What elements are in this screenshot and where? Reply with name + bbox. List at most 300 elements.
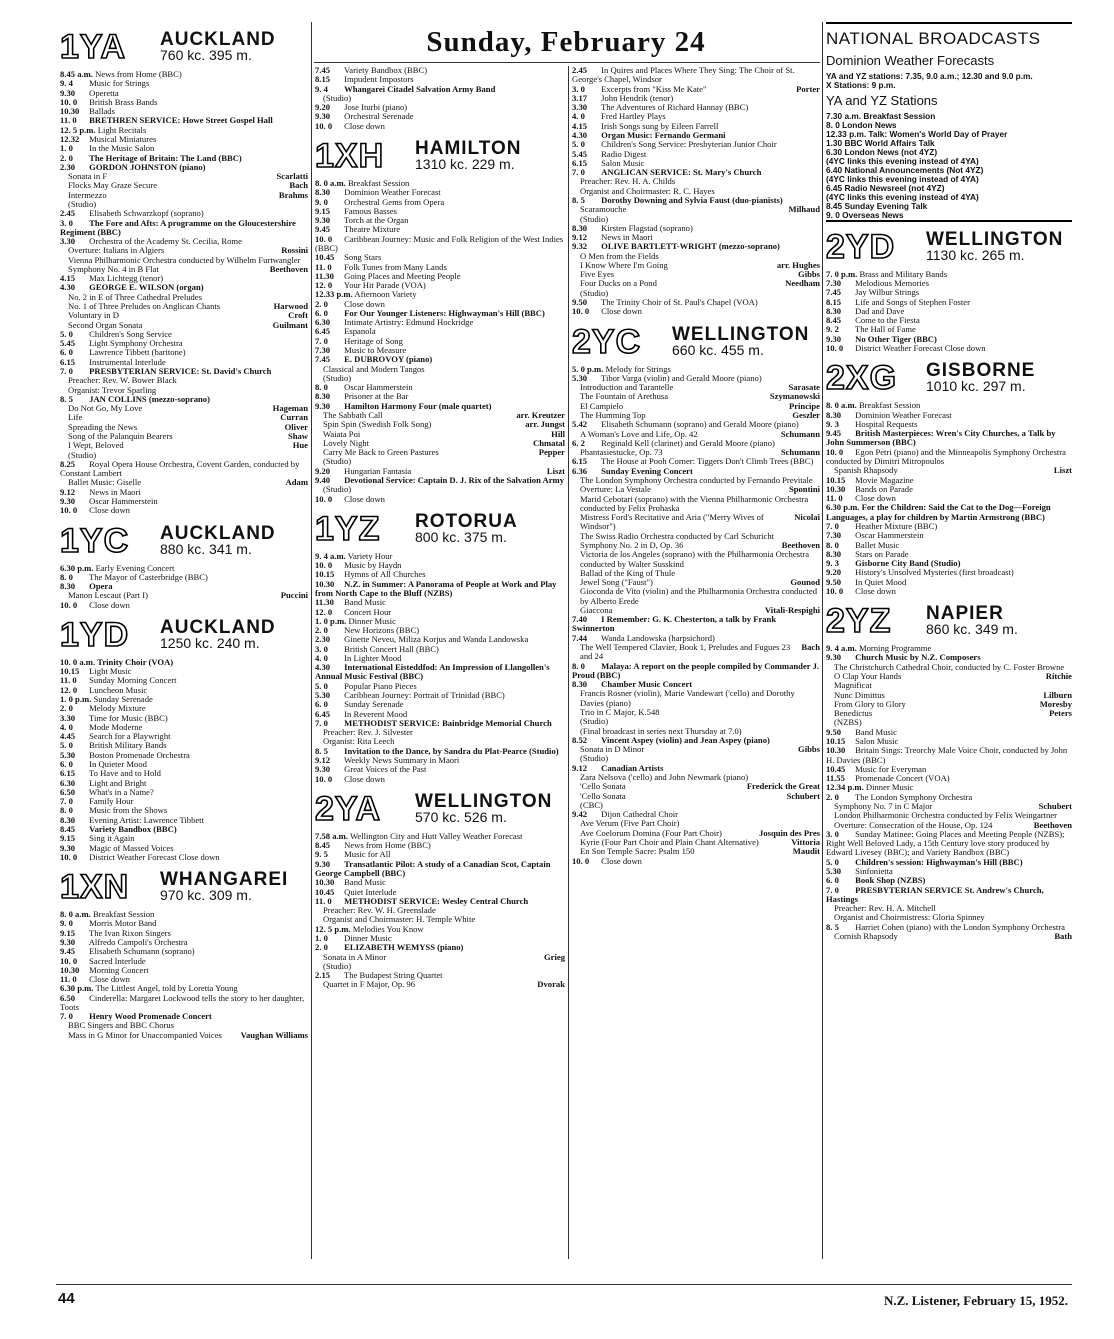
programme-title: News from Home (BBC) <box>344 840 431 851</box>
programme-title: Promenade Concert (VOA) <box>855 773 950 784</box>
programme-detail: No. 2 in E of Three Cathedral Preludes <box>68 291 202 302</box>
programme-title: Intimate Artistry: Edmund Hockridge <box>344 317 474 328</box>
programme-title: Breakfast Session <box>858 400 921 411</box>
column-4 <box>826 22 1072 941</box>
programme-time: 1. 0 <box>60 143 73 154</box>
programme-title: The Fore and Afts: A programme on the Gloucestershire Regiment (BBC) <box>60 217 296 237</box>
programme-time: 8. 5 <box>315 745 328 756</box>
programme-time: 9. 3 <box>826 418 839 429</box>
programme-title: Breakfast Session <box>92 909 155 920</box>
station-callsign: 2YD <box>826 227 896 266</box>
programme-time: 6. 2 <box>572 437 585 448</box>
programme-time: 9. 0 <box>315 196 328 207</box>
programme-title: Magic of Massed Voices <box>89 842 174 853</box>
programme-entry <box>826 448 1072 467</box>
yayz-line: 6.40 National Announcements (Not 4YZ) <box>826 165 984 176</box>
programme-detail: Preacher: Rev. J. Silvester <box>323 727 413 738</box>
programme-time: 7. 0 <box>60 366 73 376</box>
station-callsign: 2YC <box>572 322 642 361</box>
programme-detail: (Studio) <box>580 716 609 727</box>
programme-time: 3. 0 <box>60 217 73 228</box>
programme-title: Band Music <box>344 597 386 608</box>
programme-detail: Zara Nelsova ('cello) and John Newmark (piano) <box>580 771 749 782</box>
programme-entry <box>315 663 565 682</box>
programme-time: 5.30 <box>315 690 331 701</box>
station-header <box>60 616 308 654</box>
programme-title: Max Lichtegg (tenor) <box>89 273 164 284</box>
programme-time: 9.30 <box>60 842 76 853</box>
title-rule <box>314 62 820 63</box>
programme-time: 3.30 <box>60 236 76 247</box>
programme-detail: (Studio) <box>580 213 609 224</box>
programme-time: 8.30 <box>315 391 331 402</box>
programme-detail: (Studio) <box>580 287 609 298</box>
programme-title: The Littlest Angel, told by Loretta Young <box>95 983 238 994</box>
programme-time: 10.45 <box>315 886 335 897</box>
programme-time: 2.45 <box>60 208 76 219</box>
programme-subline <box>572 513 820 532</box>
programme-time: 4.15 <box>60 273 76 284</box>
programme-subline <box>315 448 565 457</box>
station-name: AUCKLAND <box>160 616 276 638</box>
programme-detail: Nunc Dimittus <box>834 689 885 700</box>
station-name: WELLINGTON <box>672 323 810 345</box>
programme-time: 6.30 p.m. <box>60 983 94 994</box>
programme-time: 8. 0 <box>572 660 585 671</box>
programme-entry <box>315 860 565 879</box>
programme-title: Close down <box>89 599 130 610</box>
programme-time: 7. 0 <box>315 335 328 346</box>
programme-detail: Cornish Rhapsody <box>834 930 898 941</box>
programme-time: 9.12 <box>572 232 588 243</box>
station-header <box>60 28 308 66</box>
programme-time: 6.45 <box>315 326 331 337</box>
programme-time: 8. 0 <box>315 382 328 393</box>
programme-detail: (Studio) <box>68 449 97 460</box>
programme-detail: (Studio) <box>323 92 352 103</box>
programme-title: Great Voices of the Past <box>344 764 427 775</box>
programme-time: 7.30 <box>826 530 842 541</box>
programme-time: 8.30 <box>826 548 842 559</box>
programme-time: 8.45 <box>60 823 76 834</box>
programme-time: 7. 0 <box>572 167 585 178</box>
programme-time: 4.30 <box>572 129 588 140</box>
composer: Beethoven <box>269 263 308 274</box>
programme-title: In Quieter Mood <box>89 759 147 769</box>
programme-title: Famous Basses <box>344 205 397 216</box>
programme-detail: Flocks May Graze Secure <box>68 180 158 191</box>
composer: Nicolai <box>794 512 820 523</box>
programme-title: E. DUBROVOY (piano) <box>344 354 433 365</box>
programme-detail: Symphony No. 2 in D, Op. 36 <box>580 539 684 550</box>
programme-subline <box>572 495 820 514</box>
programme-time: 7.40 <box>572 614 588 625</box>
programme-detail: The Swiss Radio Orchestra conducted by Carl Schuricht <box>580 530 775 541</box>
programme-subline <box>572 745 820 754</box>
programme-time: 8.45 <box>315 840 331 851</box>
programme-time: 4. 0 <box>572 111 585 122</box>
programme-time: 10. 0 <box>572 855 590 866</box>
programme-time: 8.30 <box>572 679 588 690</box>
programme-title: Family Hour <box>89 796 134 807</box>
programme-title: Wellington City and Hutt Valley Weather Forecast <box>349 830 523 841</box>
programme-time: 8. 0 a.m. <box>315 177 346 188</box>
programme-detail: Ballet Music: Giselle <box>68 477 142 488</box>
programme-detail: El Campielo <box>580 400 624 411</box>
programme-detail: (NZBS) <box>834 717 862 728</box>
programme-title: Music from the Shows <box>89 805 168 816</box>
programme-time: 9.30 <box>315 215 331 226</box>
programme-time: 7.58 a.m. <box>315 830 348 841</box>
programme-time: 6.15 <box>572 157 588 168</box>
programme-title: The Mayor of Casterbridge (BBC) <box>89 571 208 582</box>
programme-detail: Preacher: Rev. H. A. Mitchell <box>834 903 936 914</box>
programme-title: To Have and to Hold <box>89 768 161 779</box>
programme-time: 8.30 <box>60 814 76 825</box>
programme-time: 4.30 <box>315 662 331 673</box>
programme-entry <box>826 344 1072 353</box>
programme-detail: (Studio) <box>323 484 352 495</box>
programme-detail: Trio in C Major, K.548 <box>580 707 660 717</box>
programme-title: Sunday Serenade <box>344 699 404 710</box>
programme-time: 10.30 <box>60 964 80 975</box>
programme-title: Kirsten Flagstad (soprano) <box>601 222 693 233</box>
programme-time: 9.12 <box>315 755 331 765</box>
programme-time: 9. 0 <box>60 918 73 929</box>
programme-title: Close down <box>344 298 385 309</box>
programme-detail: Life <box>68 412 83 423</box>
programme-time: 6. 0 <box>60 759 73 769</box>
composer: Schumann <box>780 428 820 439</box>
programme-detail: Kyrie (Four Part Choir and Plain Chant Alternative) <box>580 836 759 847</box>
programme-entry <box>60 460 308 479</box>
programme-time: 5.30 <box>60 749 76 760</box>
programme-title: Britain Sings: Treorchy Male Voice Choir, conducted by John H. Davies (BBC) <box>826 745 1068 765</box>
programme-detail: Spanish Rhapsody <box>834 465 898 476</box>
programme-title: Irish Songs sung by Eileen Farrell <box>601 120 719 131</box>
programme-time: 9. 4 a.m. <box>315 550 346 561</box>
programme-time: 9.30 <box>60 87 76 98</box>
weather-line: YA and YZ stations: 7.35, 9.0 a.m.; 12.30 and 9.0 p.m. <box>826 71 1033 82</box>
programme-title: Royal Opera House Orchestra, Covent Garden, conducted by Constant Lambert <box>60 458 300 479</box>
programme-time: 3. 0 <box>315 643 328 654</box>
composer: Curran <box>280 412 308 423</box>
programme-time: 5. 0 <box>315 680 328 691</box>
programme-title: Prisoner at the Bar <box>344 391 409 402</box>
programme-time: 5. 0 <box>826 856 839 867</box>
programme-time: 9.30 <box>315 764 331 775</box>
programme-title: Melodious Memories <box>855 278 929 289</box>
programme-time: 8. 5 <box>572 194 585 205</box>
programme-title: Reginald Kell (clarinet) and Gerald Moore (piano) <box>601 437 775 448</box>
programme-time: 6.15 <box>60 356 76 367</box>
composer: Bach <box>289 180 308 191</box>
programme-time: 4. 0 <box>315 652 328 663</box>
programme-title: Popular Piano Pieces <box>344 680 417 691</box>
composer: Shaw <box>287 430 308 441</box>
station-header <box>315 137 565 175</box>
programme-title: Light Music <box>89 666 132 677</box>
programme-time: 9.40 <box>315 474 331 485</box>
programme-time: 7.30 <box>826 278 842 289</box>
station-callsign: 1XH <box>315 136 385 175</box>
station-frequency: 970 kc. 309 m. <box>160 887 252 904</box>
programme-entry <box>60 506 308 515</box>
programme-time: 9. 3 <box>826 558 839 569</box>
composer: Vittoria <box>791 836 820 847</box>
programme-title: Salon Music <box>601 157 645 168</box>
programme-title: Church Music by N.Z. Composers <box>855 652 981 663</box>
programme-title: Egon Petri (piano) and the Minneapolis Symphony Orchestra conducted by Dimitri Mitropoulos <box>826 446 1066 466</box>
programme-title: Breakfast Session <box>347 177 410 188</box>
programme-title: Opera <box>89 581 113 592</box>
programme-detail: Lovely Night <box>323 437 370 448</box>
weather-heading: Dominion Weather Forecasts <box>826 53 995 69</box>
programme-title: Alfredo Campoli's Orchestra <box>88 936 188 947</box>
programme-time: 12.33 p.m. <box>315 289 353 300</box>
programme-title: I Remember: G. K. Chesterton, a talk by Frank Swinnerton <box>572 614 777 634</box>
programme-title: British Military Bands <box>89 740 167 751</box>
programme-title: Invitation to the Dance, by Sandra du Plat-Pearce (Studio) <box>344 745 559 756</box>
composer: Lilburn <box>1043 689 1072 700</box>
programme-detail: Classical and Modern Tangos <box>323 363 425 374</box>
programme-title: Tibor Varga (violin) and Gerald Moore (piano) <box>601 372 762 383</box>
programme-title: Sinfonietta <box>855 865 893 876</box>
station-header <box>826 228 1072 266</box>
programme-time: 9.20 <box>315 102 331 113</box>
programme-title: The London Symphony Orchestra <box>855 791 973 802</box>
programme-time: 9.45 <box>315 224 331 235</box>
composer: Milhaud <box>788 204 820 215</box>
programme-time: 8.15 <box>315 74 331 85</box>
programme-entry <box>826 587 1072 596</box>
programme-time: 11. 0 <box>826 493 843 504</box>
programme-title: Variety Hour <box>347 550 393 561</box>
programme-entry <box>826 503 1072 522</box>
programme-title: Search for a Playwright <box>89 731 171 742</box>
programme-time: 9.45 <box>826 428 842 439</box>
station-name: AUCKLAND <box>160 522 276 544</box>
programme-title: Melodies You Know <box>352 923 424 934</box>
programme-title: Folk Tunes from Many Lands <box>344 261 447 272</box>
programme-time: 4.30 <box>60 282 76 293</box>
programme-title: Dominion Weather Forecast <box>344 187 441 198</box>
programme-title: Instrumental Interlude <box>89 356 166 367</box>
programme-title: GEORGE E. WILSON (organ) <box>89 282 204 293</box>
programme-time: 6.15 <box>60 768 76 779</box>
programme-detail: Preacher: Rev. H. A. Childs <box>580 176 676 187</box>
programme-time: 9.30 <box>826 333 842 344</box>
programme-time: 9.12 <box>572 762 588 773</box>
programme-detail: Spreading the News <box>68 421 138 432</box>
programme-time: 6.36 <box>572 465 588 476</box>
programme-title: Transatlantic Pilot: A study of a Canadian Scot, Captain George Campbell (BBC) <box>315 858 551 878</box>
programme-title: Organ Music: Fernando Germani <box>601 129 726 140</box>
page-title: Sunday, February 24 <box>426 26 706 58</box>
yayz-line: (4YC links this evening instead of 4YA) <box>826 156 979 167</box>
programme-subline <box>572 550 820 569</box>
publication-footer: N.Z. Listener, February 15, 1952. <box>883 1293 1068 1308</box>
programme-title: Malaya: A report on the people compiled by Commander J. Proud (BBC) <box>572 660 820 680</box>
programme-time: 9. 4 <box>315 83 328 94</box>
programme-time: 7. 0 <box>826 884 839 895</box>
programme-detail: (Studio) <box>580 753 609 764</box>
programme-detail: Intermezzo <box>68 189 107 200</box>
programme-entry <box>60 601 308 610</box>
programme-time: 6.45 <box>315 708 331 719</box>
composer: Porter <box>796 83 820 94</box>
programme-title: British Masterpieces: Wren's City Churches, a Talk by John Summerson (BBC) <box>826 428 1056 448</box>
programme-detail: Preacher: Rev. W. Bower Black <box>68 375 177 386</box>
composer: Frederick the Great <box>746 781 820 792</box>
programme-title: Music for Everyman <box>855 763 927 774</box>
programme-title: Children's Song Service <box>89 328 172 339</box>
page-number: 44 <box>58 1290 75 1307</box>
programme-time: 10. 0 a.m. <box>60 656 96 667</box>
programme-time: 6.30 p.m. <box>60 562 94 573</box>
programme-time: 10.30 <box>826 483 846 494</box>
programme-detail: Organist and Choirmaster: H. Temple White <box>323 914 476 925</box>
station-name: NAPIER <box>926 603 1004 625</box>
programme-detail: Gioconda de Vito (violin) and the Philharmonia Orchestra conducted by Alberto Erede <box>580 586 818 606</box>
programme-time: 12. 5 p.m. <box>315 923 351 934</box>
programme-detail: Manon Lescaut (Part I) <box>68 590 148 601</box>
programme-time: 5.30 <box>826 865 842 876</box>
station-header <box>315 510 565 548</box>
programme-title: British Concert Hall (BBC) <box>344 643 439 654</box>
programme-time: 9.30 <box>315 400 331 411</box>
programme-title: What's in a Name? <box>89 786 154 797</box>
programme-entry <box>60 994 308 1013</box>
programme-time: 8.30 <box>826 305 842 316</box>
programme-time: 12. 0 <box>315 280 333 291</box>
programme-detail: Phantasiestucke, Op. 73 <box>580 447 663 458</box>
programme-title: PRESBYTERIAN SERVICE: St. David's Church <box>89 366 272 376</box>
programme-subline <box>572 643 820 662</box>
programme-detail: Organist: Rita Leech <box>323 736 395 747</box>
programme-time: 8. 5 <box>826 921 839 932</box>
column-3 <box>572 66 820 866</box>
programme-entry <box>315 85 565 94</box>
programme-time: 12.32 <box>60 133 80 144</box>
programme-time: 9.15 <box>60 927 76 938</box>
composer: Schubert <box>786 790 820 801</box>
programme-time: 12. 5 p.m. <box>60 124 96 135</box>
programme-title: ANGLICAN SERVICE: St. Mary's Church <box>601 167 762 178</box>
programme-time: 10. 0 <box>826 585 844 596</box>
station-frequency: 1130 kc. 265 m. <box>926 246 1025 263</box>
programme-title: Hymns of All Churches <box>344 569 426 580</box>
programme-detail: Organist and Choirmistress: Gloria Spinney <box>834 912 985 923</box>
programme-time: 5. 0 <box>60 328 73 339</box>
programme-subline <box>60 441 308 450</box>
yayz-line: 9. 0 Overseas News <box>826 209 904 220</box>
programme-title: In the Music Salon <box>89 143 155 154</box>
programme-title: Sing it Again <box>89 833 135 844</box>
station-callsign: 2YA <box>315 789 382 828</box>
station-callsign: 1YA <box>60 28 127 66</box>
programme-time: 8. 0 <box>60 571 73 582</box>
programme-time: 9. 4 a.m. <box>826 643 857 654</box>
programme-time: 2.30 <box>315 634 331 645</box>
programme-time: 2. 0 <box>60 152 73 163</box>
yayz-line: 8. 0 London News <box>826 120 897 131</box>
composer: Harwood <box>273 301 308 312</box>
station-name: GISBORNE <box>926 360 1036 382</box>
programme-time: 6. 0 <box>60 347 73 358</box>
station-frequency: 660 kc. 455 m. <box>672 341 764 358</box>
programme-title: Gisborne City Band (Studio) <box>855 558 961 569</box>
programme-detail: Symphony No. 4 in B Flat <box>68 263 159 274</box>
yayz-line: 6.30 London News (not 4YZ) <box>826 147 938 158</box>
yayz-lines <box>826 112 1072 219</box>
programme-detail: Carry Me Back to Green Pastures <box>323 447 439 458</box>
composer: Liszt <box>1053 465 1072 476</box>
programme-time: 5. 0 p.m. <box>572 363 604 374</box>
programme-detail: O Men from the Fields <box>580 250 659 261</box>
station-header <box>315 790 565 828</box>
programme-title: Salon Music <box>855 736 899 747</box>
composer: arr. Jungst <box>525 419 565 430</box>
programme-title: Heritage of Song <box>344 335 403 346</box>
programme-time: 11. 0 <box>60 974 77 985</box>
programme-title: Musical Miniatures <box>89 133 157 144</box>
column-divider <box>822 22 823 1259</box>
composer: Brahms <box>278 189 308 200</box>
composer: Hageman <box>272 403 308 414</box>
programme-title: Sunday Morning Concert <box>89 675 177 686</box>
programme-title: Theatre Mixture <box>344 224 401 235</box>
programme-entry <box>826 429 1072 448</box>
programme-time: 10. 0 <box>60 851 78 862</box>
programme-title: Canadian Artists <box>601 762 664 773</box>
programme-title: Band Music <box>344 877 386 888</box>
programme-detail: Sonata in F <box>68 171 108 182</box>
programme-title: Harriet Cohen (piano) with the London Symphony Orchestra <box>855 921 1065 932</box>
programme-detail: Mistress Ford's Recitative and Aria ("Merry Wives of Windsor") <box>580 512 764 532</box>
programme-title: Hospital Requests <box>855 418 918 429</box>
programme-title: Morning Concert <box>89 964 149 975</box>
programme-time: 10. 0 <box>315 493 333 504</box>
programme-detail: I Know Where I'm Going <box>580 259 668 270</box>
programme-time: 2.45 <box>572 65 588 75</box>
column-1 <box>60 22 308 1040</box>
programme-time: 10. 0 <box>60 505 78 516</box>
composer: arr. Hughes <box>776 259 820 270</box>
programme-detail: Preacher: Rev. W. H. Greenslade <box>323 905 436 916</box>
programme-time: 9.42 <box>572 809 588 820</box>
programme-entry <box>315 580 565 599</box>
programme-time: 5.30 <box>572 372 588 383</box>
programme-time: 4. 0 <box>60 721 73 732</box>
programme-title: Quiet Interlude <box>344 886 397 897</box>
programme-entry <box>315 122 565 131</box>
programme-title: Elisabeth Schumann (soprano) <box>89 946 195 957</box>
station-frequency: 1310 kc. 229 m. <box>415 155 515 172</box>
programme-detail: Scaramouche <box>580 204 627 215</box>
programme-time: 3.30 <box>60 712 76 723</box>
programme-time: 10.30 <box>826 745 846 756</box>
programme-title: Oscar Hammerstein <box>89 495 158 506</box>
programme-subline <box>60 191 308 200</box>
composer: Gibbs <box>798 744 820 755</box>
composer: Croft <box>288 310 308 321</box>
programme-time: 8.45 a.m. <box>60 69 93 79</box>
programme-time: 9. 2 <box>826 324 839 335</box>
programme-time: 9.15 <box>60 833 76 844</box>
programme-title: Close down <box>89 505 130 516</box>
programme-title: Sunday Serenade <box>93 694 153 705</box>
